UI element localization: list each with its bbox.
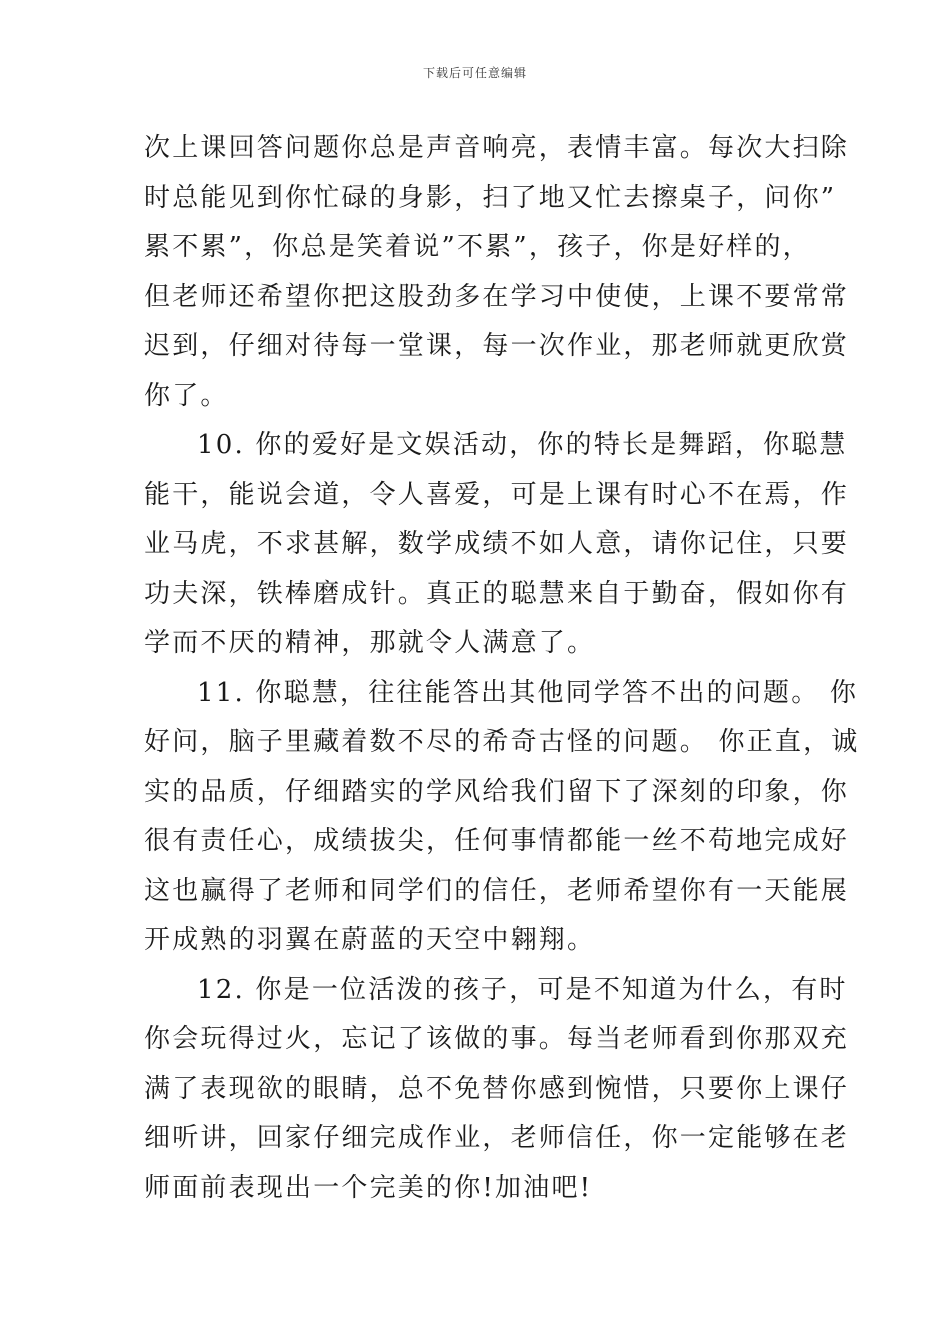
- text-line: 业马虎，不求甚解，数学成绩不如人意，请你记住，只要: [144, 529, 850, 559]
- paragraph-11: [144, 669, 860, 966]
- text-line: 你了。: [144, 380, 229, 411]
- text-line: 能干，能说会道，令人喜爱，可是上课有时心不在焉，作: [144, 479, 850, 510]
- text-line: 你会玩得过火，忘记了该做的事。每当老师看到你那双充: [144, 1024, 850, 1054]
- text-line: 好问，脑子里藏着数不尽的希奇古怪的问题。 你正直，诚: [144, 727, 860, 757]
- text-line: 学而不厌的精神，那就令人满意了。: [144, 628, 596, 658]
- text-line: 很有责任心，成绩拔尖，任何事情都能一丝不苟地完成好: [144, 826, 850, 856]
- paragraph-12: [144, 966, 850, 1214]
- paragraph-continuation: [144, 124, 850, 421]
- text-line: 开成熟的羽翼在蔚蓝的天空中翱翔。: [144, 925, 596, 955]
- text-line: 时总能见到你忙碌的身影，扫了地又忙去擦桌子，问你”: [144, 182, 837, 213]
- text-line: 10. 你的爱好是文娱活动，你的特长是舞蹈，你聪慧: [197, 430, 848, 460]
- text-line: 累不累”，你总是笑着说”不累”，孩子，你是好样的，: [144, 232, 811, 262]
- text-line: 迟到，仔细对待每一堂课，每一次作业，那老师就更欣赏: [144, 331, 850, 361]
- text-line: 实的品质，仔细踏实的学风给我们留下了深刻的印象，你: [144, 776, 850, 807]
- text-line: 细听讲，回家仔细完成作业，老师信任，你一定能够在老: [144, 1123, 850, 1153]
- text-line: 但老师还希望你把这股劲多在学习中使使，上课不要常常: [144, 281, 850, 312]
- paragraph-10: [144, 421, 850, 669]
- text-line: 满了表现欲的眼睛，总不免替你感到惋惜，只要你上课仔: [144, 1073, 850, 1104]
- text-line: 12. 你是一位活泼的孩子，可是不知道为什么，有时: [197, 974, 848, 1005]
- text-line: 次上课回答问题你总是声音响亮，表情丰富。每次大扫除: [144, 133, 850, 163]
- page-header: 下载后可任意编辑: [422, 66, 527, 80]
- text-line: 这也赢得了老师和同学们的信任，老师希望你有一天能展: [144, 875, 850, 906]
- text-line: 师面前表现出一个完美的你!加油吧!: [144, 1172, 593, 1203]
- text-line: 功夫深，铁棒磨成针。真正的聪慧来自于勤奋，假如你有: [144, 578, 850, 609]
- text-line: 11. 你聪慧，往往能答出其他同学答不出的问题。 你: [197, 677, 859, 708]
- document-body: [144, 124, 860, 1213]
